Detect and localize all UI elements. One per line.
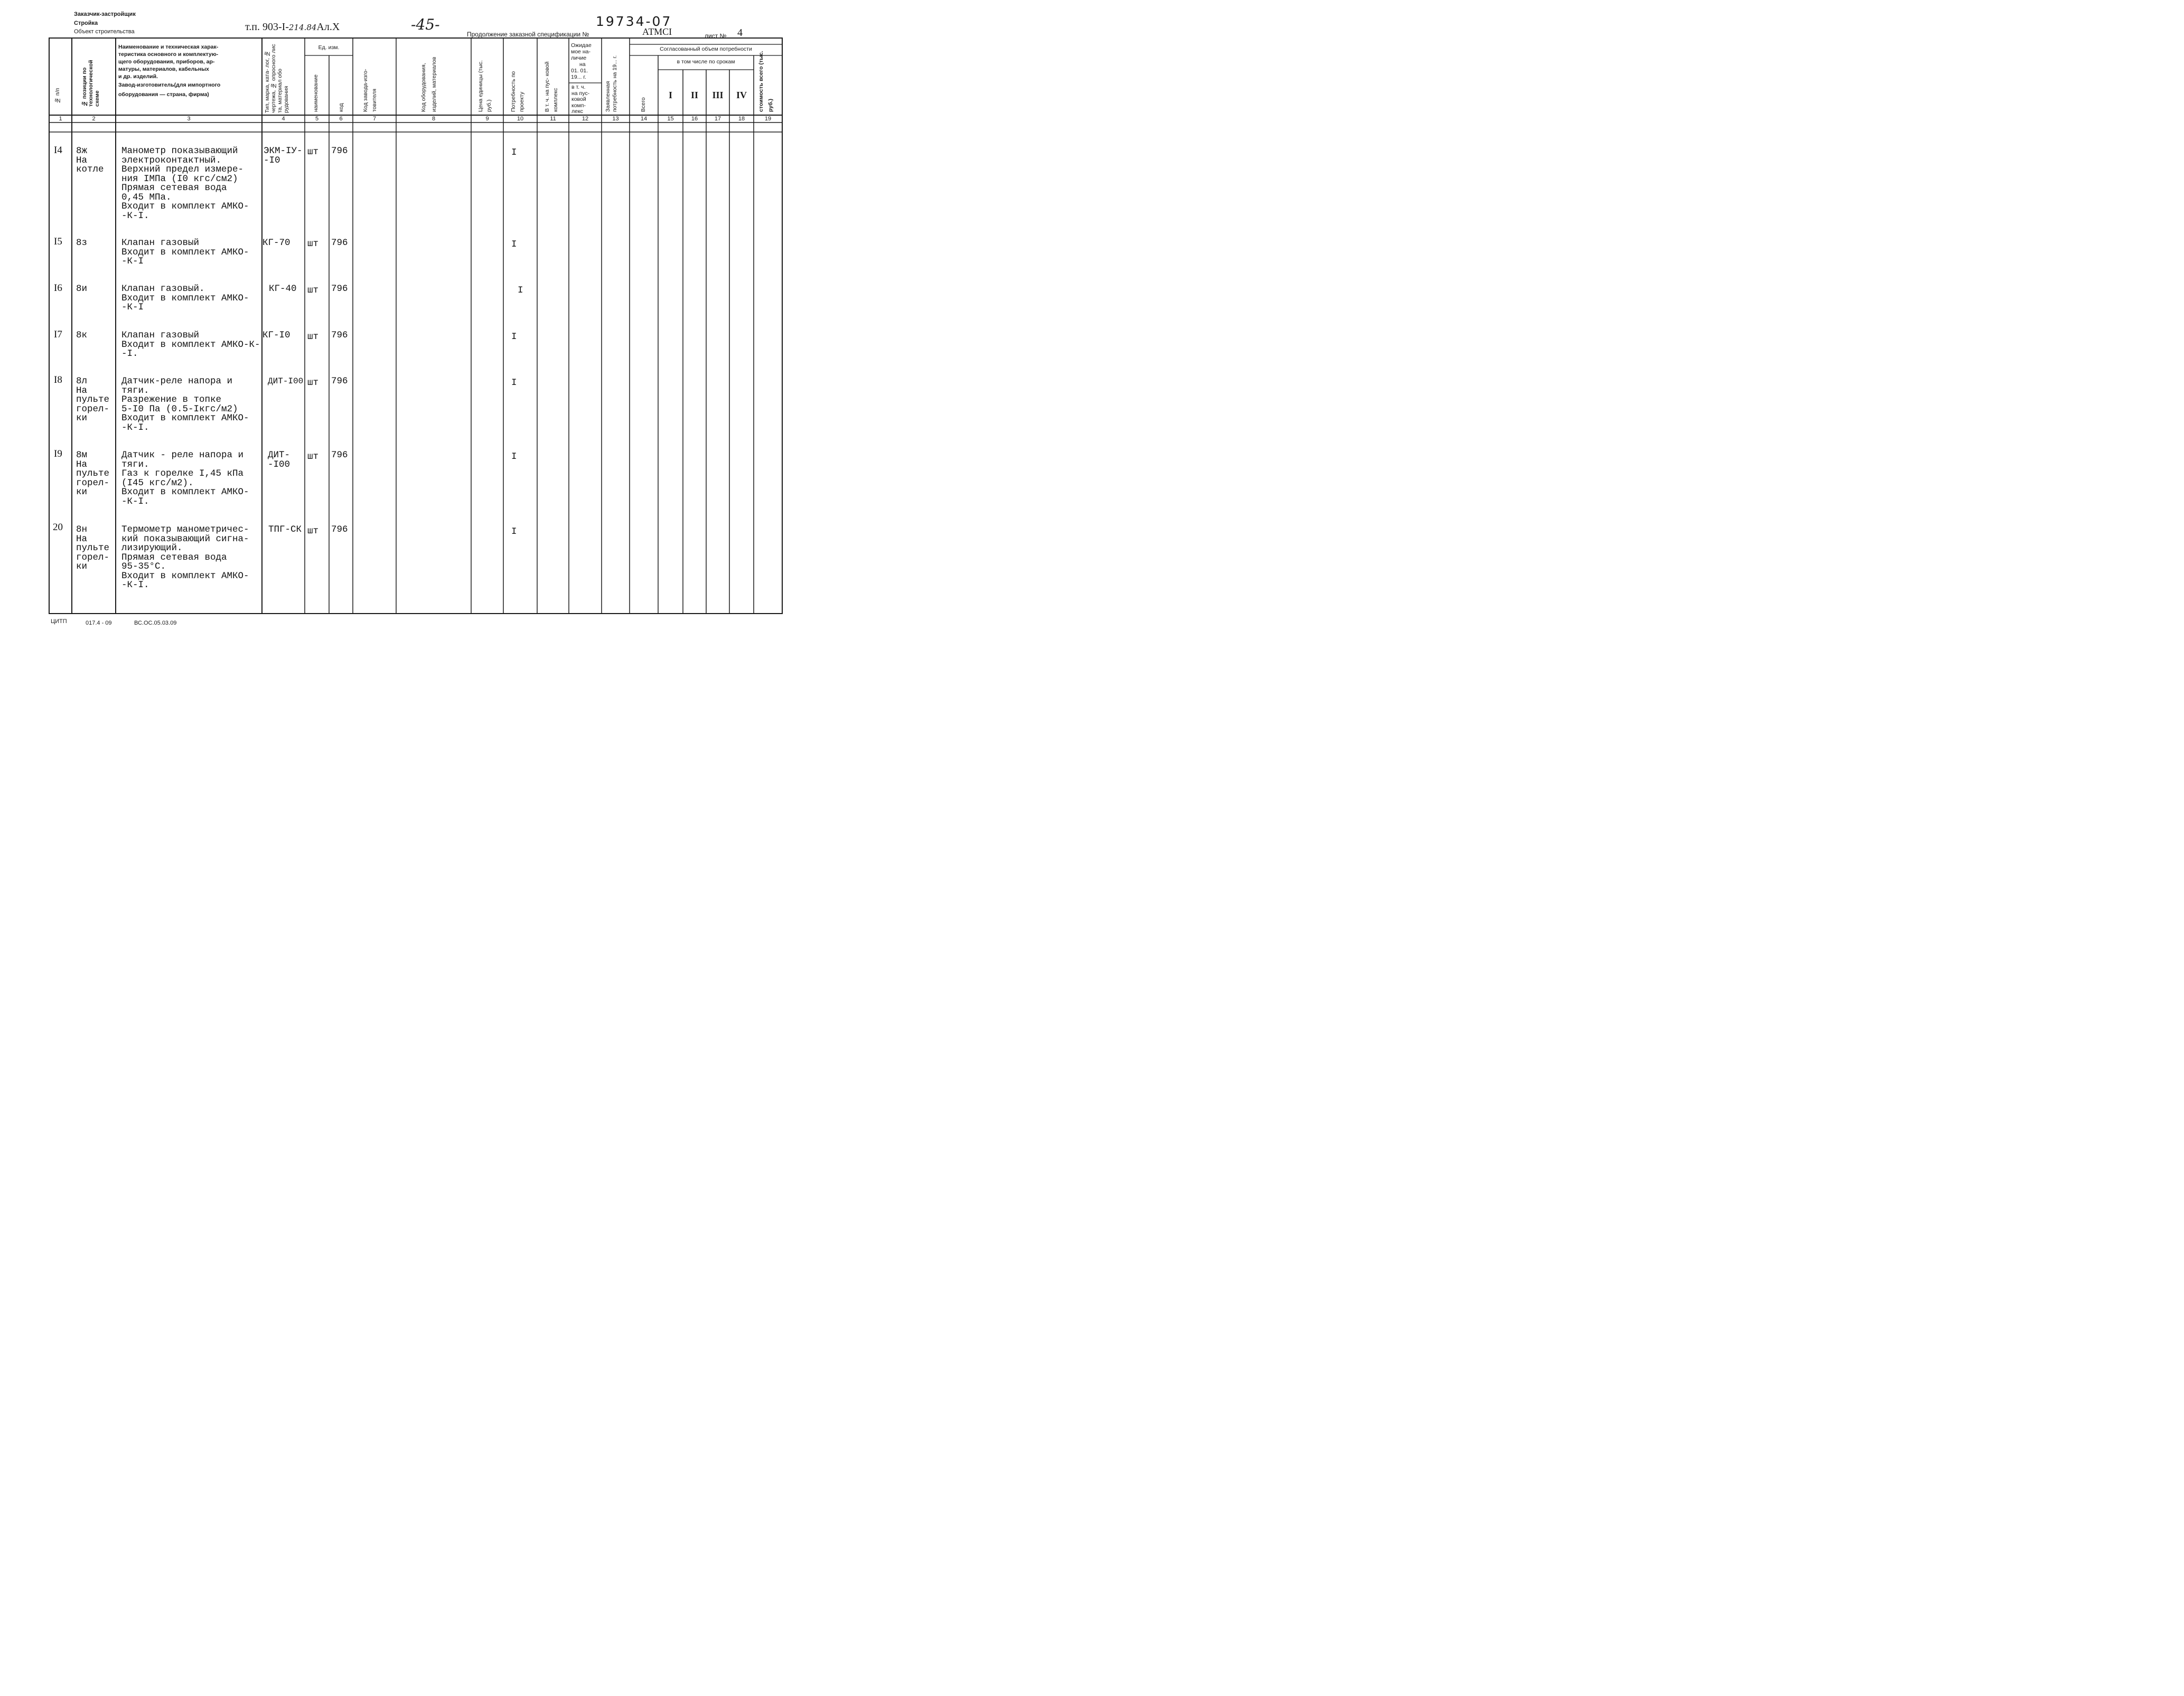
col-number: 10 [517,116,524,122]
col-number: 1 [59,116,62,122]
col-number: 3 [187,116,191,122]
col-header-11: В т. ч. на пус- ковой комплекс [544,61,559,112]
spec-code: АТМСI [642,26,672,37]
row-unit-code: 796 [331,284,348,294]
row-type: КГ-40 [269,284,297,294]
row-position: 8ж На котле [76,146,104,175]
col-number: 18 [738,116,745,122]
row-unit: шт [307,451,319,462]
col-number: 19 [764,116,772,122]
col-number: 14 [640,116,648,122]
col-header-3 [118,43,220,98]
col-number: 16 [691,116,698,122]
col-number: 17 [714,116,721,122]
footer-code-1: 017.4 - 09 [86,620,112,626]
col-header-12-line: лекс [571,108,583,115]
col-header-15: I [668,90,672,100]
unit-group-header: Ед. изм. [318,44,340,51]
row-position: 8и [76,284,88,294]
row-type: КГ-I0 [263,330,290,341]
document-number: 19734-07 [596,14,672,29]
row-unit-code: 796 [331,146,348,156]
row-unit: шт [307,147,319,157]
col-header-3-line: матуры, материалов, кабельных [118,66,209,72]
col-header-12-bottom [571,84,589,115]
col-number: 15 [667,116,674,122]
col-header-6: код [338,103,344,112]
construction-label: Стройка [74,20,98,26]
col-header-10: Потребность по проекту [510,71,525,112]
col-header-17: III [712,90,724,100]
row-quantity: I [511,526,517,537]
row-quantity: I [511,147,517,158]
col-header-12-line: личие [571,55,587,61]
row-quantity: I [518,285,523,296]
object-label: Объект строительства [74,29,135,35]
sheet-number: 4 [737,27,743,39]
col-header-7: Код завода-изго- товителя [362,69,378,112]
sheet-label: лист № [705,32,727,40]
col-number: 5 [315,116,319,122]
row-quantity: I [511,451,517,462]
col-header-8: Код оборудования, изделий, материалов [420,56,437,112]
col-header-3-line: щего оборудования, приборов, ар- [118,59,215,65]
row-description: Клапан газовый Входит в комплект АМКО-К- -I. [121,330,260,359]
row-quantity: I [511,239,517,250]
project-prefix: т.п. 903-I- [245,21,289,33]
footer-org: ЦИТП [51,618,67,625]
row-number: I9 [54,448,62,459]
col-header-12-line: мое на- [571,49,590,55]
col-header-12-line: Ожидае [571,42,592,49]
continuation-label: Продолжение заказной спецификации № [467,31,589,38]
col-number: 2 [92,116,96,122]
col-number: 6 [339,116,343,122]
col-number: 13 [612,116,619,122]
row-unit: шт [307,332,319,342]
row-position: 8н На пульте горел- ки [76,524,110,572]
row-type: КГ-70 [263,238,290,248]
row-number: I5 [54,236,62,247]
col-header-12-line: на [579,61,586,68]
col-header-12-top [571,42,592,80]
col-header-5: наименование [313,74,319,112]
project-suffix: Ал.X [316,21,340,33]
col-header-14: Всего [640,97,646,112]
col-number: 9 [485,116,489,122]
row-number: 20 [53,522,63,533]
customer-label: Заказчик-застройщик [74,11,136,17]
col-number: 11 [550,116,556,122]
row-type: ДИТ-I00 [268,376,304,386]
row-description: Датчик-реле напора и тяги. Разрежение в топке 5-I0 Па (0.5-Iкгс/м2) Входит в комплект АМКО- -К-I. [121,376,249,433]
row-position: 8к [76,330,88,341]
col-header-3-line: теристика основного и комплектую- [118,51,219,58]
project-handwritten: 214.84 [288,23,317,32]
footer-code-2: ВС.ОС.05.03.09 [134,620,177,626]
row-unit: шт [307,285,319,296]
row-unit: шт [307,526,319,536]
row-quantity: I [511,378,517,388]
col-header-12-line: в т. ч. [571,84,586,90]
col-header-3-line: Наименование и техническая харак- [118,44,219,50]
page-mark: -45- [411,16,440,33]
col-header-4: Тип, марка, ката- лог, № чертежа, № опросного лис та, материал обо рудования [264,44,289,113]
col-header-12-line: ковой [571,96,586,102]
row-position: 8з [76,238,88,248]
col-header-16: II [690,90,698,100]
row-number: I7 [54,329,62,340]
row-unit-code: 796 [331,376,348,387]
row-type: ЭКМ-IУ- -I0 [264,146,303,166]
col-header-12-line: 19... г. [571,74,586,80]
row-description: Манометр показывающий электроконтактный. Верхний предел измере- ния IМПа (I0 кгс/см2) Прямая сетевая вода 0,45 МПа. Входит в комплект АМКО- -К-I. [121,146,249,221]
col-header-18: IV [736,90,747,100]
row-type: ТПГ-СК [268,524,302,535]
terms-group-header: в том числе по срокам [677,59,735,65]
col-header-13: Заявленная потребность на 19... г. [605,55,618,112]
row-unit-code: 796 [331,238,348,248]
row-description: Датчик - реле напора и тяги. Газ к горелке I,45 кПа (I45 кгс/м2). Входит в комплект АМКО- -К-I. [121,450,249,507]
col-number: 4 [282,116,285,122]
row-unit: шт [307,378,319,388]
row-description: Термометр манометричес- кий показывающий сигна- лизирующий. Прямая сетевая вода 95-35°С. Входит в комплект АМКО- -К-I. [121,524,249,590]
row-number: I4 [54,145,62,156]
col-header-3-line: оборудования — страна, фирма) [118,91,209,98]
row-number: I8 [54,374,62,385]
col-number: 7 [372,116,377,122]
row-unit-code: 796 [331,330,348,341]
col-header-9: Цена единицы (тыс. руб.) [477,60,492,112]
col-header-3-line: и др. изделий. [118,73,158,80]
row-description: Клапан газовый Входит в комплект АМКО- -К-I [121,238,249,267]
row-unit-code: 796 [331,524,348,535]
col-number: 8 [432,116,436,122]
agreed-group-header: Согласованный объем потребности [660,46,752,52]
row-quantity: I [511,332,517,342]
row-position: 8м На пульте горел- ки [76,450,110,497]
row-number: I6 [54,282,62,294]
row-unit: шт [307,239,319,249]
col-header-19: стоимость всего (тыс. руб.) [758,51,774,112]
row-type: ДИТ- -I00 [268,450,290,470]
col-header-2: № позиции по технологической схеме [81,60,100,107]
col-header-1: № п/п [54,88,61,103]
col-header-12-line: 01. 01. [571,68,588,74]
row-position: 8л На пульте горел- ки [76,376,110,423]
col-header-12-line: комп- [571,102,586,109]
col-header-12-line: на пус- [571,90,590,97]
col-header-3-line: Завод-изготовитель(для импортного [118,82,221,88]
row-unit-code: 796 [331,450,348,460]
col-number: 12 [582,116,589,122]
row-description: Клапан газовый. Входит в комплект АМКО- -К-I [121,284,249,313]
